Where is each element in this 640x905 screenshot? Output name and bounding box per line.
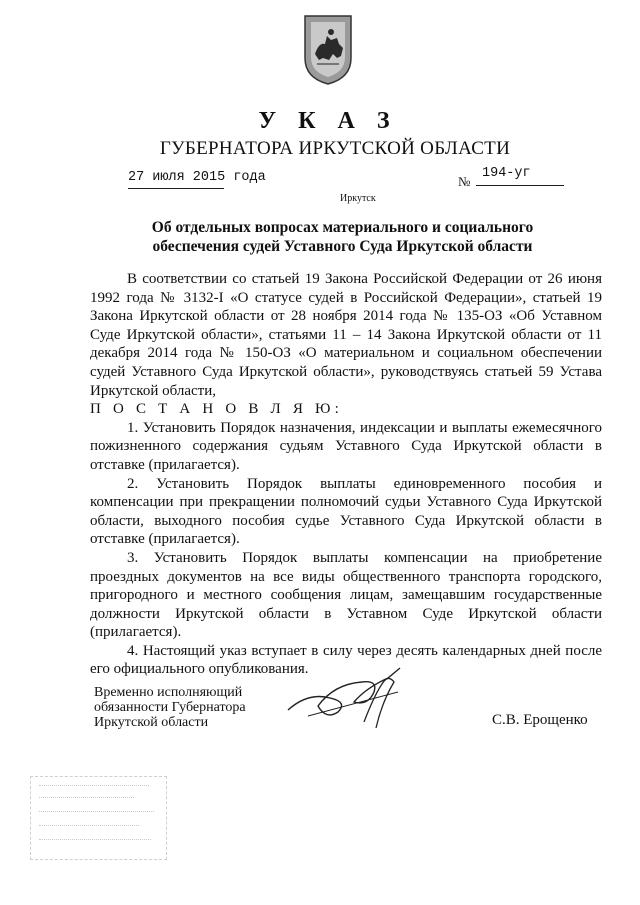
- date-underline: [128, 188, 224, 189]
- decree-date-text: 27 июля 2015 года: [128, 170, 266, 185]
- decree-number: 194-уг: [476, 166, 564, 186]
- document-type-title: У К А З: [258, 108, 398, 134]
- number-sign: №: [458, 174, 471, 189]
- stamp-line: [39, 797, 134, 799]
- signatory-name: С.В. Ерощенко: [492, 712, 588, 728]
- item-2: 2. Установить Порядок выплаты единовременного пособия и компенсации при прекращении полномочий судьи Уставного Суда Иркутской области, выходного пособия судье Уставного Суда Иркутской области в отставке (прилагается).: [90, 475, 602, 548]
- stamp-line: [39, 825, 139, 827]
- preamble-paragraph: В соответствии со статьей 19 Закона Российской Федерации от 26 июня 1992 года № 3132-I «О статусе судей в Российской Федерации», статьей 19 Закона Иркутской области от 28 ноября 2014 года № 135-ОЗ «Об Уставном Суде Иркутской области», статьями 11 – 14 Закона Иркутской области от 11 декабря 2014 года № 150-ОЗ «О материальном и социальном обеспечении судей Уставного Суда Иркутской области», руководствуясь статьей 59 Устава Иркутской области,: [90, 271, 602, 399]
- item-1: 1. Установить Порядок назначения, индексации и выплаты ежемесячного пожизненного содержания судьям Уставного Суда Иркутской области в отставке (прилагается).: [90, 419, 602, 473]
- position-line-2: обязанности Губернатора: [94, 700, 246, 715]
- decree-subject: [120, 218, 565, 256]
- item-3: 3. Установить Порядок выплаты компенсации на приобретение проездных документов на все виды общественного транспорта городского, пригородного и местного сообщения лицам, замещавшим государственные должности Иркутской области в Уставном Суде Иркутской области (прилагается).: [90, 549, 602, 641]
- decree-date: [128, 170, 266, 185]
- stamp-line: [39, 811, 154, 813]
- item-4: 4. Настоящий указ вступает в силу через десять календарных дней после его официального опубликования.: [90, 642, 602, 678]
- stamp-line: [39, 785, 149, 787]
- decree-city: Иркутск: [340, 193, 376, 204]
- signatory-position: [94, 685, 246, 730]
- decree-word: П О С Т А Н О В Л Я Ю:: [90, 401, 343, 418]
- irkutsk-coat-of-arms-icon: [303, 14, 353, 86]
- position-line-3: Иркутской области: [94, 715, 209, 730]
- subject-line-2: обеспечения судей Уставного Суда Иркутской области: [152, 238, 533, 255]
- faint-stamp: [30, 776, 167, 860]
- position-line-1: Временно исполняющий: [94, 685, 243, 700]
- decree-body: [90, 270, 602, 679]
- subject-line-1: Об отдельных вопросах материального и социального: [151, 219, 534, 236]
- issuer-title: ГУБЕРНАТОРА ИРКУТСКОЙ ОБЛАСТИ: [159, 138, 511, 159]
- stamp-line: [39, 839, 151, 841]
- handwritten-signature: [278, 662, 428, 730]
